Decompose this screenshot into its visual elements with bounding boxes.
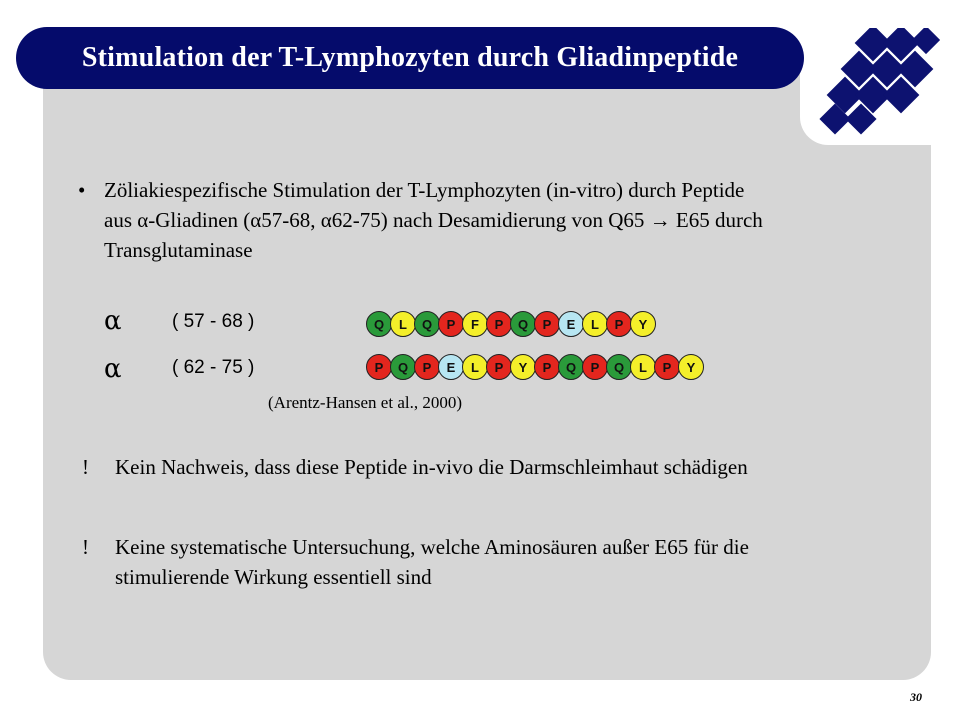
residue-bead: L	[630, 354, 656, 380]
residue-bead: L	[462, 354, 488, 380]
peptide-2-range: ( 62 - 75 )	[172, 357, 255, 378]
peptide-2-symbol: α	[104, 354, 122, 384]
residue-bead: P	[534, 311, 560, 337]
residue-bead: P	[366, 354, 392, 380]
slide-title: Stimulation der T-Lymphozyten durch Gliadinpeptide	[81, 42, 739, 73]
bullet-text: Zöliakiespezifische Stimulation der T-Lymphozyten (in-vitro) durch Peptide aus α-Gliadinen (α57-68, α62-75) nach Desamidierung von Q65 → E65 durch Transglutaminase	[104, 178, 763, 262]
residue-bead: P	[534, 354, 560, 380]
residue-bead: Q	[510, 311, 536, 337]
note-2-text: Keine systematische Untersuchung, welche Aminosäuren außer E65 für die stimulierende Wirkung essentiell sind	[115, 535, 749, 589]
residue-bead: P	[582, 354, 608, 380]
page-number: 30	[910, 690, 922, 704]
residue-bead: P	[606, 311, 632, 337]
residue-bead: Q	[558, 354, 584, 380]
note-1-text: Kein Nachweis, dass diese Peptide in-vivo die Darmschleimhaut schädigen	[115, 455, 748, 479]
residue-bead: Y	[630, 311, 656, 337]
residue-bead: L	[582, 311, 608, 337]
bullet-marker: •	[78, 178, 86, 202]
residue-bead: E	[558, 311, 584, 337]
title-bar	[16, 27, 804, 89]
residue-bead: F	[462, 311, 488, 337]
residue-bead: P	[486, 354, 512, 380]
residue-bead: Y	[510, 354, 536, 380]
residue-bead: P	[654, 354, 680, 380]
institute-logo-icon	[812, 28, 940, 140]
citation: (Arentz-Hansen et al., 2000)	[268, 393, 463, 412]
residue-bead: P	[486, 311, 512, 337]
peptide-1-symbol: α	[104, 306, 122, 336]
residue-bead: E	[438, 354, 464, 380]
residue-bead: Q	[390, 354, 416, 380]
residue-bead: Q	[414, 311, 440, 337]
residue-bead: Y	[678, 354, 704, 380]
residue-bead: Q	[366, 311, 392, 337]
peptide-1-range: ( 57 - 68 )	[172, 311, 255, 332]
residue-bead: P	[414, 354, 440, 380]
residue-bead: P	[438, 311, 464, 337]
note-1-marker: !	[82, 455, 89, 479]
residue-bead: L	[390, 311, 416, 337]
residue-bead: Q	[606, 354, 632, 380]
note-2-marker: !	[82, 535, 89, 559]
